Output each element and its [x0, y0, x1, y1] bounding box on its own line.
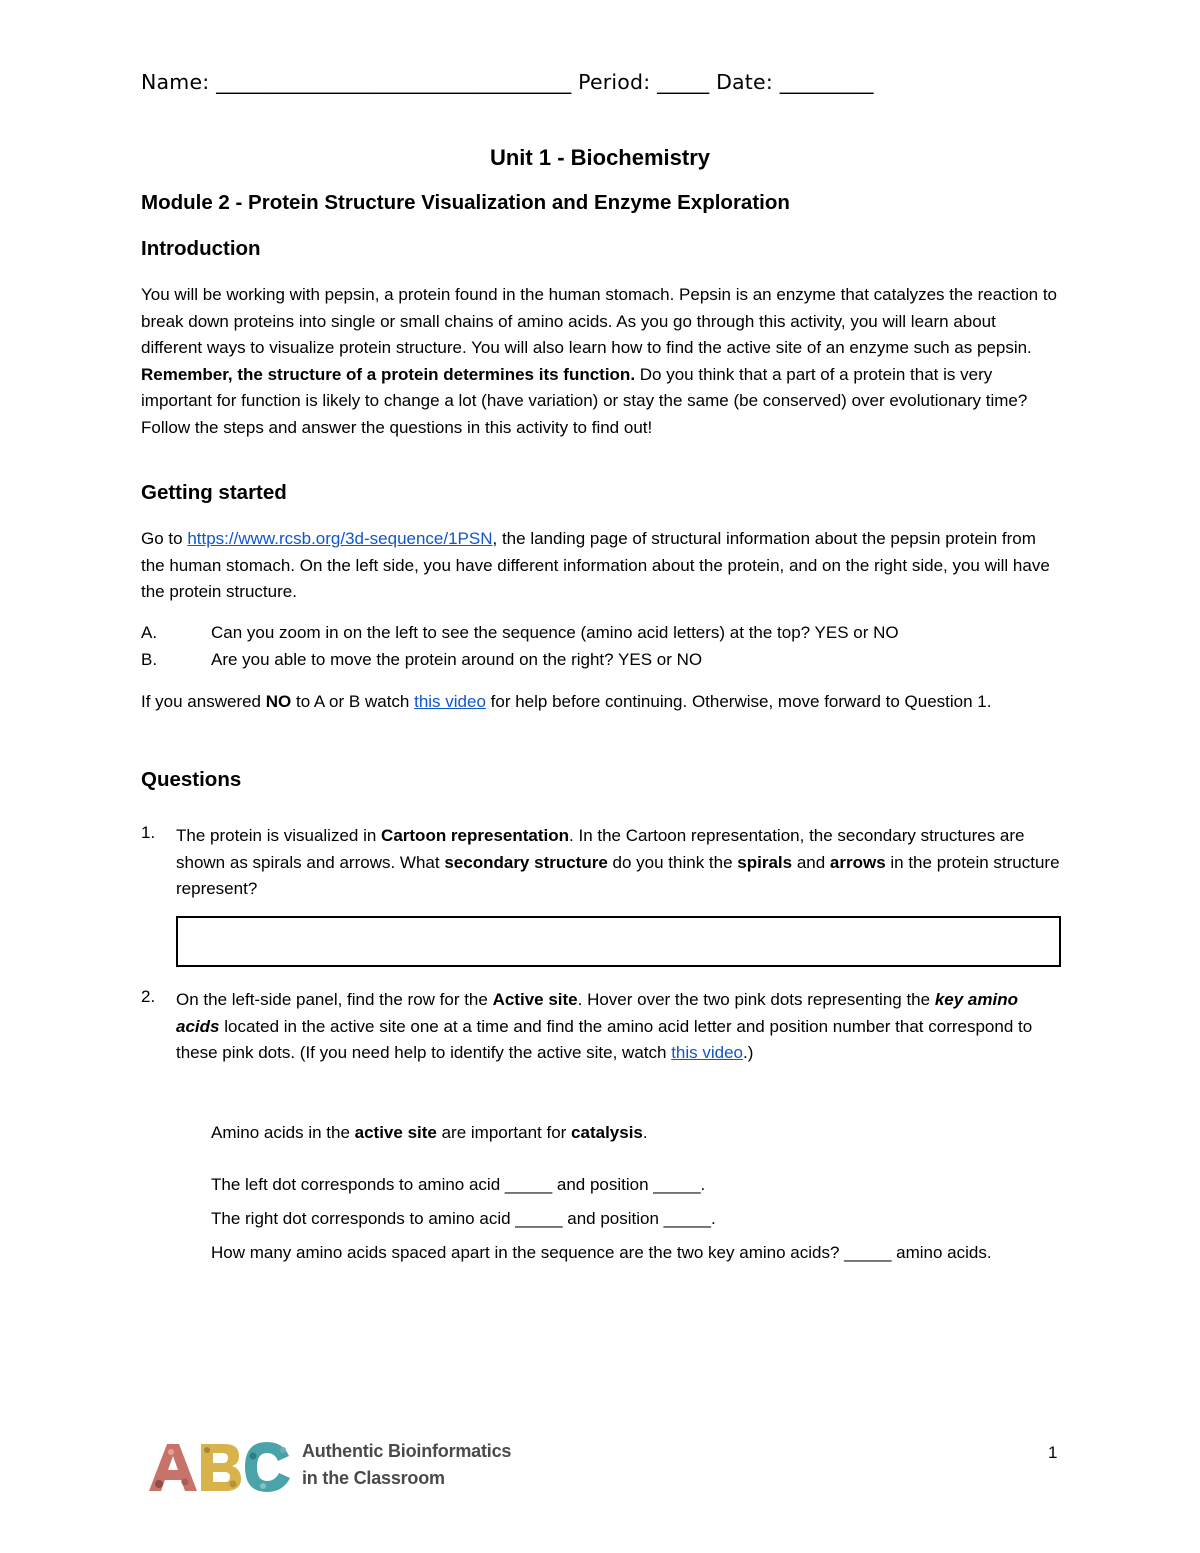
help-note — [141, 689, 1061, 716]
check-text: Are you able to move the protein around on the right? YES or NO — [211, 649, 703, 669]
q2-text: . Hover over the two pink dots representing the — [577, 990, 935, 1009]
spacing-prompt[interactable]: How many amino acids spaced apart in the sequence are the two key amino acids? _____ amino acids. — [211, 1243, 992, 1262]
question-2-text — [176, 987, 1061, 1067]
name-blank[interactable]: __________________________________ — [216, 70, 572, 94]
note-bold: active site — [354, 1123, 437, 1142]
help-note-text: for help before continuing. Otherwise, move forward to Question 1. — [485, 692, 992, 711]
logo-b-icon — [201, 1444, 241, 1491]
abc-logo-graphic — [145, 1436, 295, 1496]
abc-logo — [145, 1436, 295, 1501]
active-site-video-link[interactable]: this video — [671, 1043, 744, 1062]
help-note-text: If you answered — [141, 692, 266, 711]
module-title: Module 2 - Protein Structure Visualization and Enzyme Exploration — [141, 191, 790, 214]
check-letter: B. — [141, 649, 158, 669]
question-1-number: 1. — [141, 823, 156, 842]
footer-line-2: in the Classroom — [302, 1468, 445, 1488]
questions-heading: Questions — [141, 768, 242, 791]
right-dot-prompt[interactable]: The right dot corresponds to amino acid _____ and position _____. — [211, 1209, 716, 1228]
rcsb-link[interactable]: https://www.rcsb.org/3d-sequence/1PSN — [187, 529, 493, 548]
q1-bold: spirals — [737, 852, 793, 872]
check-list — [141, 620, 1061, 673]
footer-line-1: Authentic Bioinformatics — [302, 1441, 512, 1461]
period-label: Period: — [578, 70, 651, 94]
q1-text: do you think the — [607, 852, 738, 872]
intro-paragraph — [141, 282, 1061, 441]
intro-heading: Introduction — [141, 237, 261, 260]
getting-started-paragraph — [141, 526, 1061, 606]
check-text: Can you zoom in on the left to see the sequence (amino acid letters) at the top? YES or NO — [211, 623, 899, 642]
q2-bold-italic: key amino acids — [176, 990, 1018, 1036]
period-blank[interactable]: _____ — [657, 70, 710, 94]
note-bold: catalysis — [571, 1123, 643, 1142]
date-label: Date: — [716, 70, 773, 94]
q2-bold: Active site — [492, 990, 578, 1009]
q1-bold: Cartoon representation — [381, 826, 570, 845]
page-title: Unit 1 - Biochemistry — [489, 145, 711, 170]
q1-bold: secondary structure — [444, 852, 608, 872]
go-to-text: Go to — [141, 529, 188, 548]
getting-started-heading: Getting started — [141, 481, 287, 504]
q1-text: and — [792, 852, 830, 872]
help-note-text: to A or B watch — [291, 692, 415, 711]
q2-text: located in the active site one at a time and find the amino acid letter and position number that correspond to these pink dots. (If you need help to identify the active site, watch — [176, 1016, 1033, 1062]
q1-text: The protein is visualized in — [176, 826, 382, 845]
note-text: Amino acids in the — [211, 1123, 355, 1142]
left-dot-prompt[interactable]: The left dot corresponds to amino acid _____ and position _____. — [211, 1175, 706, 1194]
check-item-b — [141, 647, 1061, 674]
q1-text: . In the Cartoon representation, the secondary structures are shown as spirals and arrows. What — [176, 826, 1025, 872]
date-blank[interactable]: _________ — [779, 70, 874, 94]
intro-bold: Remember, the structure of a protein determines its function. — [141, 364, 636, 384]
check-item-a — [141, 620, 1061, 647]
getting-started-text: , the landing page of structural information about the pepsin protein from the human stomach. On the left side, you have different information about the protein, and on the right side, you will have the protein structure. — [141, 529, 1050, 601]
question-1-answer-box[interactable] — [176, 916, 1061, 967]
question-1-text — [176, 823, 1061, 903]
note-text: are important for — [436, 1123, 572, 1142]
check-letter: A. — [141, 623, 158, 642]
help-note-no: NO — [265, 692, 292, 711]
name-label: Name: — [141, 70, 210, 94]
q2-text: On the left-side panel, find the row for the — [176, 990, 493, 1009]
note-text: . — [642, 1123, 648, 1142]
question-2-number: 2. — [141, 987, 156, 1006]
q2-text: .) — [743, 1043, 754, 1062]
help-video-link[interactable]: this video — [414, 692, 486, 711]
active-site-note — [211, 1120, 1061, 1147]
intro-text-1: You will be working with pepsin, a protein found in the human stomach. Pepsin is an enzyme that catalyzes the reaction to break down proteins into single or small chains of amino acids. As you go through this activity, you will learn about different ways to visualize protein structure. You will also learn how to find the active site of an enzyme such as pepsin. — [141, 285, 1058, 357]
student-info-header — [141, 70, 1061, 94]
intro-text-2: Do you think that a part of a protein that is very important for function is likely to change a lot (have variation) or stay the same (be conserved) over evolutionary time? Follow the steps and answer the questions in this activity to find out! — [141, 364, 1028, 437]
logo-c-icon — [245, 1442, 290, 1492]
q1-bold: arrows — [829, 852, 886, 872]
q1-text: in the protein structure represent? — [176, 852, 1060, 898]
page-number: 1 — [1048, 1443, 1058, 1462]
logo-a-icon — [149, 1444, 197, 1491]
